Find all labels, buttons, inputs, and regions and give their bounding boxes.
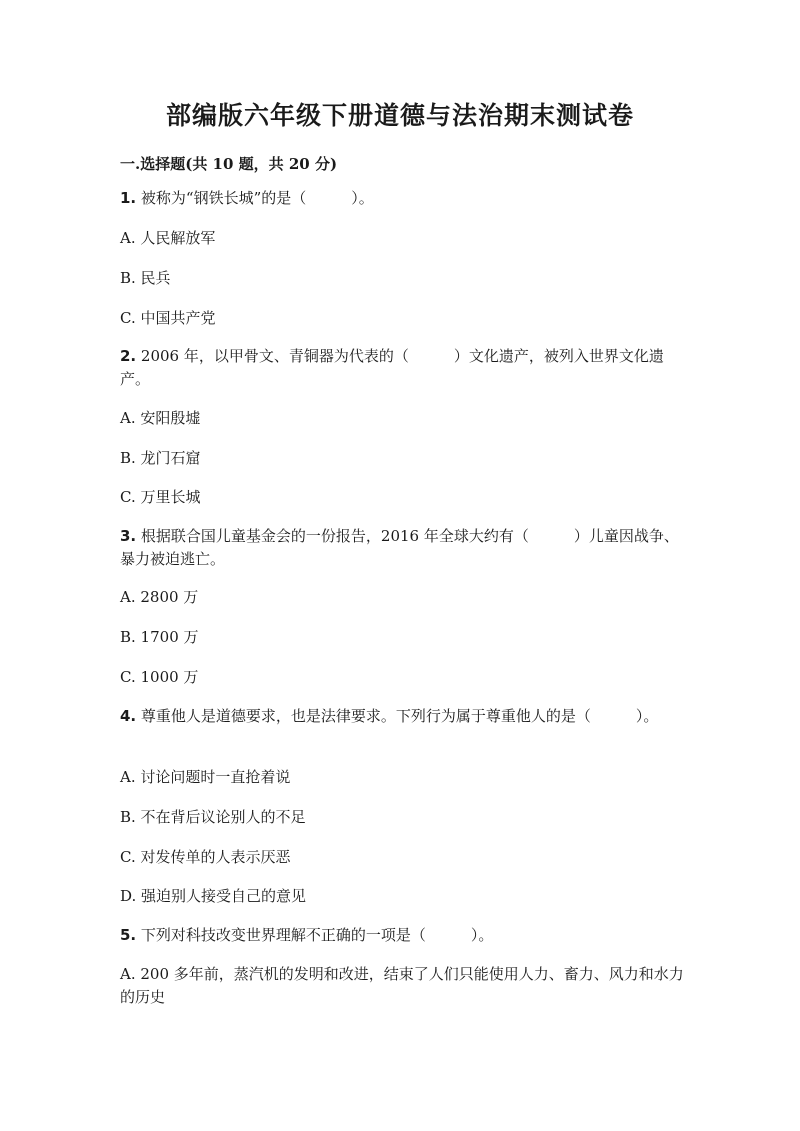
option-4c: C. 对发传单的人表示厌恶	[120, 848, 291, 866]
option-4b: B. 不在背后议论别人的不足	[120, 808, 306, 826]
question-number: 3.	[120, 527, 137, 545]
option-1a: A. 人民解放军	[120, 229, 216, 247]
question-text: 2006 年，以甲骨文、青铜器为代表的（ ）文化遗产，被列入世界文化遗产。	[120, 347, 664, 388]
question-2	[120, 345, 685, 391]
option-2a: A. 安阳殷墟	[120, 409, 201, 427]
question-text: 尊重他人是道德要求，也是法律要求。下列行为属于尊重他人的是（ ）。	[136, 707, 659, 725]
option-3c: C. 1000 万	[120, 668, 199, 686]
question-1	[120, 187, 685, 210]
question-text: 下列对科技改变世界理解不正确的一项是（ ）。	[136, 926, 494, 944]
option-2b: B. 龙门石窟	[120, 449, 201, 467]
option-5a: A. 200 多年前，蒸汽机的发明和改进，结束了人们只能使用人力、畜力、风力和水力的历史	[120, 965, 684, 1006]
option-3b: B. 1700 万	[120, 628, 199, 646]
question-number: 2.	[120, 347, 137, 365]
question-text: 根据联合国儿童基金会的一份报告，2016 年全球大约有（ ）儿童因战争、暴力被迫逃亡。	[120, 527, 679, 568]
question-4	[120, 705, 685, 728]
option-4d: D. 强迫别人接受自己的意见	[120, 887, 307, 905]
option-3a: A. 2800 万	[120, 588, 199, 606]
option-4a: A. 讨论问题时一直抢着说	[120, 768, 291, 786]
question-number: 4.	[120, 707, 137, 725]
question-5	[120, 924, 685, 947]
section-heading: 一.选择题(共 10 题，共 20 分)	[120, 155, 338, 173]
question-text: 被称为“钢铁长城”的是（ ）。	[136, 189, 374, 207]
question-number: 5.	[120, 926, 137, 944]
question-3	[120, 525, 685, 571]
option-1c: C. 中国共产党	[120, 309, 216, 327]
question-number: 1.	[120, 189, 137, 207]
option-1b: B. 民兵	[120, 269, 171, 287]
page-title: 部编版六年级下册道德与法治期末测试卷	[165, 101, 634, 130]
option-2c: C. 万里长城	[120, 488, 201, 506]
